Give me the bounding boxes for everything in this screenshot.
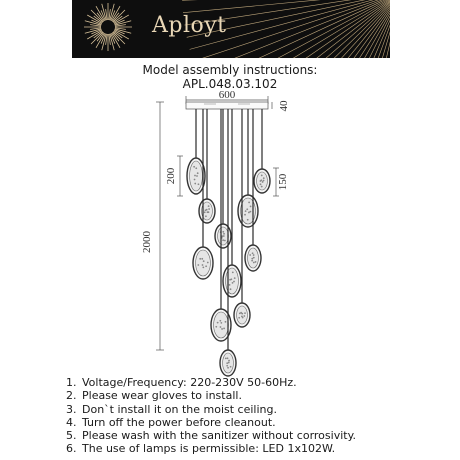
note-item: 6. The use of lamps is permissible: LED 1x102W. <box>80 442 356 455</box>
crystal-speck <box>195 167 197 169</box>
crystal-speck <box>224 240 226 242</box>
corner-ray <box>221 0 390 58</box>
total-height-label: 2000 <box>141 231 153 253</box>
crystal-speck <box>194 179 196 181</box>
crystal-speck <box>249 254 251 256</box>
crystal-speck <box>260 183 262 185</box>
crystal-speck <box>244 214 246 216</box>
crystal-speck <box>241 313 243 315</box>
crystal-speck <box>194 175 196 177</box>
crystal-speck <box>227 367 229 369</box>
crystal-speck <box>194 183 196 185</box>
corner-ray <box>236 0 390 58</box>
crystal-speck <box>252 252 254 254</box>
crystal-speck <box>222 239 224 241</box>
crystal-speck <box>234 277 236 279</box>
brand-logo-text: Aployt <box>152 13 227 38</box>
sunburst-decoration <box>72 0 390 58</box>
crystal-speck <box>262 181 264 183</box>
ceiling-canopy <box>186 102 268 109</box>
crystal-insert <box>237 306 248 324</box>
corner-ray <box>202 0 390 58</box>
crystal-speck <box>202 264 204 266</box>
crystal-speck <box>208 211 210 213</box>
crystal-speck <box>239 312 241 314</box>
crystal-speck <box>208 208 210 210</box>
note-item: 5. Please wash with the sanitizer without corrosivity. <box>80 429 356 442</box>
crystal-speck <box>260 180 262 182</box>
crystal-speck <box>222 231 224 233</box>
crystal-speck <box>247 219 249 221</box>
notes-list <box>58 376 356 456</box>
crystal-speck <box>220 326 222 328</box>
crystal-speck <box>205 265 207 267</box>
note-item: 3. Don`t install it on the moist ceiling. <box>80 403 356 416</box>
crystal-speck <box>229 284 231 286</box>
crystal-speck <box>196 175 198 177</box>
crystal-speck <box>223 328 225 330</box>
canopy-height-label: 40 <box>278 100 290 112</box>
crystal-speck <box>261 175 263 177</box>
shade-height-label: 200 <box>165 167 177 185</box>
crystal-speck <box>207 262 209 264</box>
crystal-speck <box>215 326 217 328</box>
crystal-speck <box>249 211 251 213</box>
crystal-speck <box>225 321 227 323</box>
crystal-speck <box>226 365 228 367</box>
small-shade-label: 150 <box>277 173 289 191</box>
crystal-speck <box>227 357 229 359</box>
crystal-speck <box>232 271 234 273</box>
crystal-speck <box>230 366 232 368</box>
crystal-speck <box>225 358 227 360</box>
crystal-speck <box>250 206 252 208</box>
crystal-speck <box>233 281 235 283</box>
crystal-speck <box>221 328 223 330</box>
crystal-speck <box>255 261 257 263</box>
crystal-speck <box>201 258 203 260</box>
crystal-insert <box>214 312 229 338</box>
crystal-speck <box>251 260 253 262</box>
corner-ray <box>316 0 390 58</box>
crystal-speck <box>244 312 246 314</box>
crystal-speck <box>197 172 199 174</box>
crystal-speck <box>199 258 201 260</box>
shade-height-dimension <box>177 156 183 196</box>
crystal-speck <box>223 233 225 235</box>
crystal-speck <box>230 288 232 290</box>
crystal-speck <box>245 210 247 212</box>
corner-ray <box>305 0 390 58</box>
crystal-speck <box>248 202 250 204</box>
crystal-speck <box>204 211 206 213</box>
crystal-speck <box>217 322 219 324</box>
corner-ray <box>208 0 390 58</box>
model-code: APL.048.03.102 <box>182 77 278 91</box>
crystal-speck <box>228 360 230 362</box>
crystal-speck <box>208 205 210 207</box>
crystal-speck <box>263 177 265 179</box>
note-item: 2. Please wear gloves to install. <box>80 389 356 402</box>
crystal-speck <box>261 186 263 188</box>
crystal-speck <box>203 260 205 262</box>
crystal-speck <box>220 322 222 324</box>
note-item: 1. Voltage/Frequency: 220-230V 50-60Hz. <box>80 376 356 389</box>
width-label: 600 <box>218 89 236 101</box>
crystal-speck <box>206 209 208 211</box>
note-item: 4. Turn off the power before cleanout. <box>80 416 356 429</box>
crystal-speck <box>251 258 253 260</box>
total-height-dimension <box>156 102 164 350</box>
crystal-speck <box>238 317 240 319</box>
crystal-speck <box>243 315 245 317</box>
pendant-group <box>187 109 270 376</box>
crystal-speck <box>197 264 199 266</box>
crystal-speck <box>223 235 225 237</box>
crystal-speck <box>246 208 248 210</box>
crystal-speck <box>198 183 200 185</box>
crystal-speck <box>253 254 255 256</box>
crystal-insert <box>190 161 203 191</box>
corner-ray <box>214 0 390 58</box>
crystal-speck <box>253 262 255 264</box>
crystal-speck <box>232 282 234 284</box>
crystal-speck <box>193 166 195 168</box>
crystal-speck <box>205 215 207 217</box>
crystal-speck <box>226 362 228 364</box>
crystal-speck <box>253 257 255 259</box>
crystal-speck <box>242 317 244 319</box>
crystal-speck <box>202 266 204 268</box>
crystal-speck <box>229 279 231 281</box>
instructions-title: Model assembly instructions: <box>142 63 318 77</box>
brand-banner <box>72 0 390 58</box>
crystal-speck <box>228 362 230 364</box>
fixture-drawing <box>0 88 460 378</box>
crystal-speck <box>219 320 221 322</box>
